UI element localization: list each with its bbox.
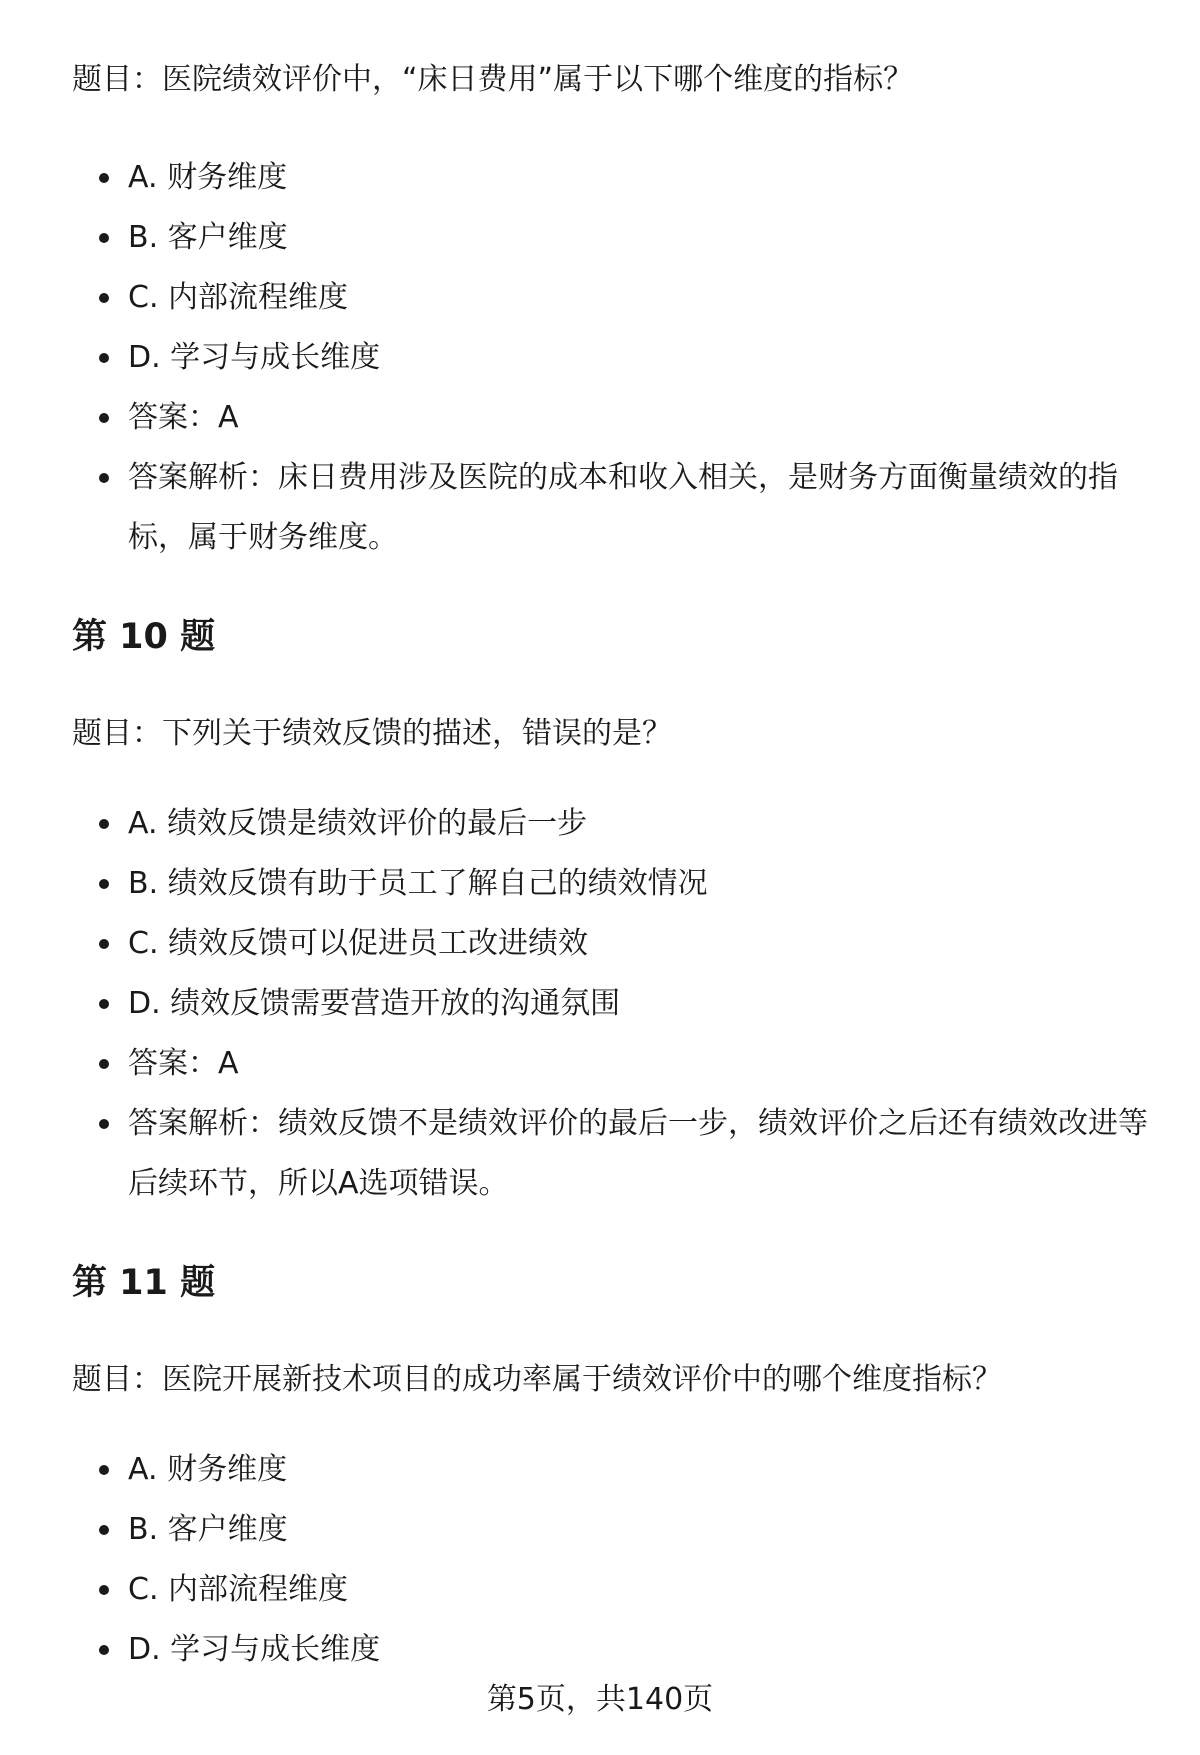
question-10-prompt: 题目：下列关于绩效反馈的描述，错误的是？ [72, 716, 672, 751]
option-b: B. 客户维度 [72, 1500, 380, 1560]
answer-explanation [72, 448, 1118, 568]
option-b: B. 绩效反馈有助于员工了解自己的绩效情况 [72, 854, 1148, 914]
answer: 答案：A [72, 388, 1118, 448]
question-10-heading: 第 10 题 [72, 617, 216, 657]
answer: 答案：A [72, 1034, 1148, 1094]
question-11-heading: 第 11 题 [72, 1263, 216, 1303]
explanation-line-2: 后续环节，所以A选项错误。 [128, 1166, 509, 1201]
question-11-prompt: 题目：医院开展新技术项目的成功率属于绩效评价中的哪个维度指标？ [72, 1362, 1002, 1397]
question-9-prompt: 题目：医院绩效评价中，“床日费用”属于以下哪个维度的指标？ [72, 62, 914, 97]
question-9-options [72, 148, 1118, 568]
option-c: C. 内部流程维度 [72, 268, 1118, 328]
question-10-options [72, 794, 1148, 1214]
option-d: D. 绩效反馈需要营造开放的沟通氛围 [72, 974, 1148, 1034]
page-number-footer: 第5页，共140页 [486, 1682, 714, 1717]
option-c: C. 绩效反馈可以促进员工改进绩效 [72, 914, 1148, 974]
option-a: A. 财务维度 [72, 1440, 380, 1500]
explanation-line-1: 答案解析：绩效反馈不是绩效评价的最后一步，绩效评价之后还有绩效改进等 [128, 1106, 1148, 1141]
answer-explanation [72, 1094, 1148, 1214]
option-d: D. 学习与成长维度 [72, 328, 1118, 388]
option-a: A. 财务维度 [72, 148, 1118, 208]
question-11-options [72, 1440, 380, 1680]
option-a: A. 绩效反馈是绩效评价的最后一步 [72, 794, 1148, 854]
option-b: B. 客户维度 [72, 208, 1118, 268]
option-d: D. 学习与成长维度 [72, 1620, 380, 1680]
explanation-line-1: 答案解析：床日费用涉及医院的成本和收入相关，是财务方面衡量绩效的指 [128, 460, 1118, 495]
option-c: C. 内部流程维度 [72, 1560, 380, 1620]
explanation-line-2: 标，属于财务维度。 [128, 520, 398, 555]
